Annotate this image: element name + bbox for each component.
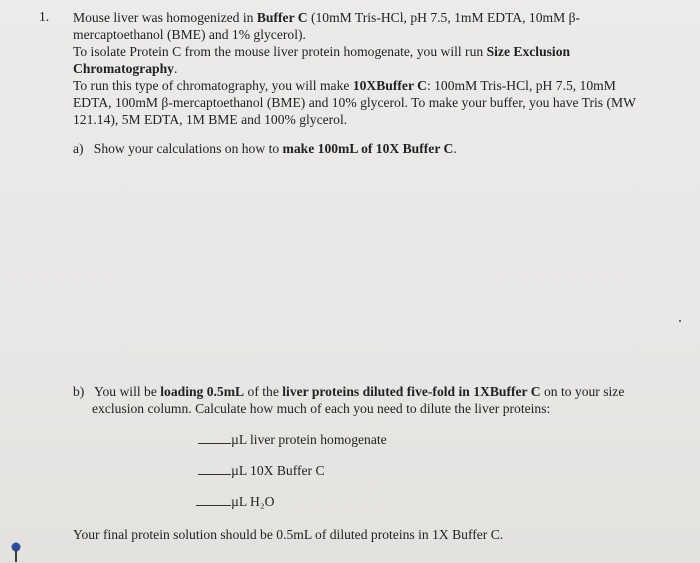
part-b-label: b) [73, 384, 85, 399]
intro-line-2: mercaptoethanol (BME) and 1% glycerol). [73, 27, 306, 42]
intro-line-3: To isolate Protein C from the mouse liver protein homogenate, you will run Size Exclusion [73, 44, 571, 59]
final-note: Your final protein solution should be 0.5mL of diluted proteins in 1X Buffer C. [73, 527, 504, 542]
question-number: 1. [39, 9, 50, 24]
answer-blank[interactable] [198, 432, 231, 444]
intro-line-6: EDTA, 100mM β-mercaptoethanol (BME) and 10% glycerol. To make your buffer, you have Tris (MW [73, 95, 636, 110]
stray-mark [679, 320, 681, 322]
blank-item-10x-buffer: µL 10X Buffer C [198, 462, 325, 479]
part-b-line-2: exclusion column. Calculate how much of each you need to dilute the liver proteins: [92, 401, 551, 416]
pin-icon [9, 541, 23, 563]
intro-line-7: 121.14), 5M EDTA, 1M BME and 100% glycerol. [73, 112, 348, 127]
intro-line-5: To run this type of chromatography, you will make 10XBuffer C: 100mM Tris-HCl, pH 7.5, 10mM [73, 78, 616, 93]
answer-blank[interactable] [196, 494, 231, 506]
intro-line-1: Mouse liver was homogenized in Buffer C (10mM Tris-HCl, pH 7.5, 1mM EDTA, 10mM β- [73, 10, 581, 25]
blank-item-homogenate: µL liver protein homogenate [198, 431, 387, 448]
part-a: a) Show your calculations on how to make 100mL of 10X Buffer C. [73, 141, 457, 156]
part-a-label: a) [73, 141, 84, 156]
answer-blank[interactable] [198, 463, 231, 475]
blank-item-water: µL H₂O [196, 493, 274, 510]
cut-off-next-line [60, 553, 390, 563]
part-b-line-1: b) You will be loading 0.5mL of the liver proteins diluted five-fold in 1XBuffer C on to your size [73, 384, 625, 399]
intro-line-4: Chromatography. [73, 61, 178, 76]
